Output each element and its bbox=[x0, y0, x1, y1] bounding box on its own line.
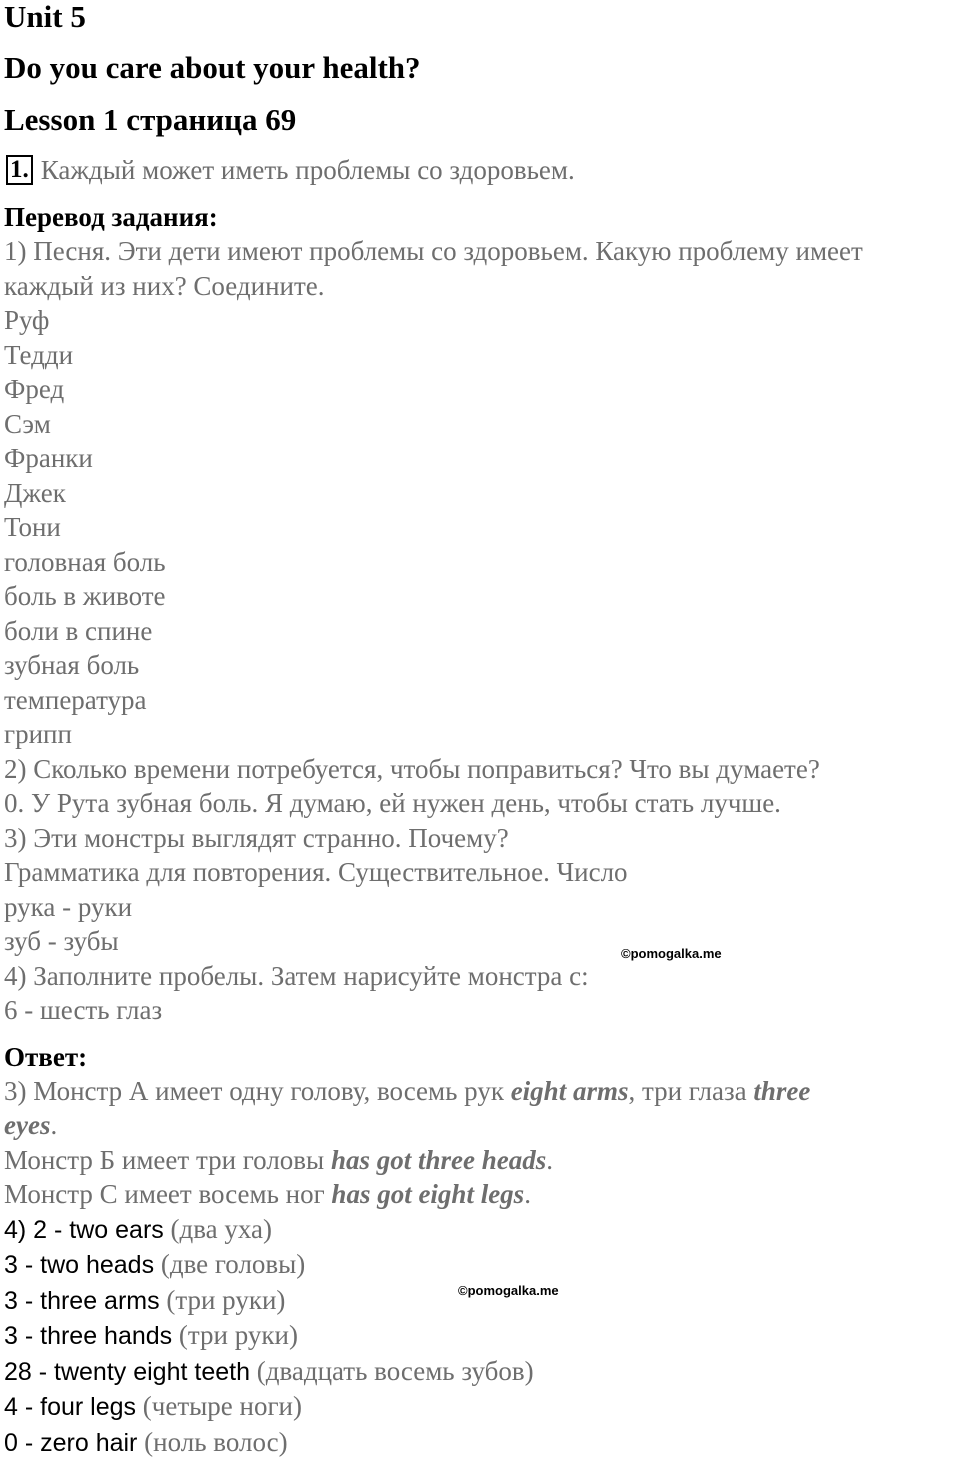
translation-line: 4) Заполните пробелы. Затем нарисуйте монстра с: bbox=[4, 960, 589, 991]
translation-line: боль в животе bbox=[4, 581, 166, 611]
answer-text: Монстр С имеет восемь ног bbox=[4, 1179, 332, 1209]
translation-line: боли в спине bbox=[4, 615, 153, 646]
translation-line: температура bbox=[4, 684, 147, 715]
translation-line: зубная боль bbox=[4, 650, 140, 680]
answer-text: . bbox=[50, 1110, 58, 1140]
answer-highlight: eight arms bbox=[510, 1075, 629, 1106]
translation-line: зуб - зубы bbox=[4, 926, 119, 956]
answer-text: , три глаза bbox=[628, 1075, 754, 1106]
answer-highlight: three bbox=[753, 1075, 811, 1106]
answer-item-english: 3 - three arms bbox=[4, 1286, 160, 1315]
translation-heading: Перевод задания: bbox=[4, 202, 218, 232]
translation-line: Джек bbox=[4, 477, 66, 508]
answer-text: 3) Монстр А имеет одну голову, восемь рук bbox=[4, 1075, 511, 1106]
answer-list bbox=[4, 1212, 956, 1461]
translation-line: 1) Песня. Эти дети имеют проблемы со здоровьем. Какую проблему имеет bbox=[4, 236, 863, 266]
answer-item-russian: (три руки) bbox=[166, 1284, 286, 1315]
answer-text: . bbox=[524, 1179, 531, 1209]
answer-item bbox=[4, 1389, 956, 1425]
answer-item bbox=[4, 1318, 956, 1354]
answer-item bbox=[4, 1212, 956, 1248]
translation-line: 6 - шесть глаз bbox=[4, 995, 163, 1025]
answer-item-english: 4) 2 - two ears bbox=[4, 1215, 164, 1244]
answer-highlight: has got eight legs bbox=[331, 1179, 525, 1209]
answer-item-russian: (три руки) bbox=[178, 1320, 298, 1350]
watermark: ©pomogalka.me bbox=[621, 946, 722, 961]
unit-heading: Unit 5 bbox=[4, 0, 86, 34]
answer-item-english: 4 - four legs bbox=[4, 1393, 137, 1421]
translation-line: Сэм bbox=[4, 408, 51, 439]
answer-item bbox=[4, 1425, 956, 1461]
translation-line: Руф bbox=[4, 305, 50, 335]
answer-item-english: 0 - zero hair bbox=[4, 1428, 138, 1457]
translation-line: Фред bbox=[4, 374, 65, 404]
watermark: ©pomogalka.me bbox=[458, 1283, 559, 1298]
lesson-heading: Lesson 1 страница 69 bbox=[4, 102, 297, 137]
answer-highlight: eyes bbox=[4, 1110, 51, 1140]
answer-highlight: has got three heads bbox=[330, 1144, 547, 1175]
answer-text: . bbox=[546, 1144, 553, 1175]
answer-item-russian: (двадцать восемь зубов) bbox=[256, 1355, 534, 1386]
answer-item-english: 3 - two heads bbox=[4, 1251, 155, 1279]
translation-line: каждый из них? Соедините. bbox=[4, 270, 325, 301]
task-number-box: 1. bbox=[6, 155, 33, 185]
translation-line: 0. У Рута зубная боль. Я думаю, ей нужен день, чтобы стать лучше. bbox=[4, 788, 781, 818]
translation-line: 2) Сколько времени потребуется, чтобы поправиться? Что вы думаете? bbox=[4, 753, 820, 784]
task-title: Каждый может иметь проблемы со здоровьем. bbox=[40, 155, 575, 185]
answer-item-english: 3 - three hands bbox=[4, 1322, 173, 1350]
translation-line: грипп bbox=[4, 719, 72, 749]
page-title: Do you care about your health? bbox=[4, 50, 421, 85]
answer-item-russian: (четыре ноги) bbox=[142, 1391, 302, 1421]
answer-monster-a bbox=[4, 1074, 956, 1143]
translation-line: рука - руки bbox=[4, 891, 133, 922]
task-row bbox=[4, 153, 956, 187]
answer-monster-c bbox=[4, 1177, 956, 1212]
translation-line: 3) Эти монстры выглядят странно. Почему? bbox=[4, 822, 509, 853]
answer-monster-b bbox=[4, 1143, 956, 1178]
translation-line: Тедди bbox=[4, 339, 74, 370]
translation-line: Грамматика для повторения. Существительное. Число bbox=[4, 857, 628, 887]
answer-heading: Ответ: bbox=[4, 1041, 88, 1072]
translation-line: головная боль bbox=[4, 546, 166, 577]
translation-text bbox=[4, 234, 956, 1028]
answer-item-english: 28 - twenty eight teeth bbox=[4, 1357, 250, 1386]
translation-line: Тони bbox=[4, 512, 61, 542]
translation-line: Франки bbox=[4, 443, 93, 473]
document-page bbox=[4, 0, 956, 1460]
answer-item bbox=[4, 1354, 956, 1390]
answer-item bbox=[4, 1247, 956, 1283]
answer-text: Монстр Б имеет три головы bbox=[4, 1144, 331, 1175]
answer-item-russian: (два уха) bbox=[170, 1213, 273, 1244]
answer-item-russian: (ноль волос) bbox=[144, 1426, 288, 1457]
answer-item-russian: (две головы) bbox=[160, 1249, 306, 1279]
